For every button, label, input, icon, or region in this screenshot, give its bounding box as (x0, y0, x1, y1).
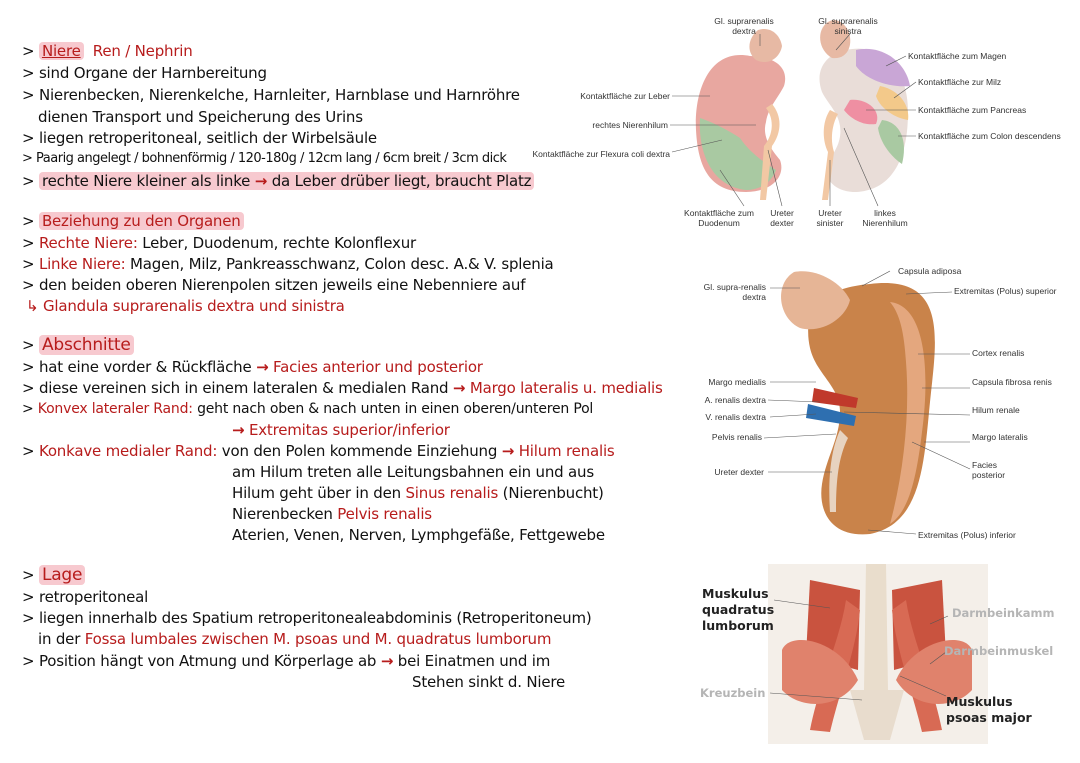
label-extremitas-superior: Extremitas (Polus) superior (954, 286, 1057, 296)
note-text: bei Einatmen und im (397, 652, 551, 670)
heading-niere-sub: Ren / Nephrin (92, 42, 193, 60)
label-kreuzbein: Kreuzbein (700, 686, 766, 700)
note-line: > liegen innerhalb des Spatium retroperitonealeabdominis (Retroperitoneum) (22, 609, 592, 627)
label-flexura: Kontaktfläche zur Flexura coli dextra (532, 149, 670, 159)
section-niere-heading: > Niere Ren / Nephrin (22, 42, 193, 60)
note-text: Nierenbecken, Nierenkelche, Harnleiter, Harnblase und Harnröhre (38, 86, 520, 104)
note-line (232, 526, 605, 544)
note-text: in der (38, 630, 81, 648)
label-a-renalis: A. renalis dextra (704, 395, 766, 405)
note-line (232, 505, 432, 523)
note-text: Fossa lumbales zwischen M. psoas und M. quadratus lumborum (84, 630, 552, 648)
label-ureter-sinister: Ureter sinister (816, 208, 844, 228)
note-text: Margo lateralis u. medialis (469, 379, 663, 397)
label-extremitas-inferior: Extremitas (Polus) inferior (918, 530, 1016, 540)
note-text: Facies anterior und posterior (273, 358, 483, 376)
note-line: > Linke Niere: Magen, Milz, Pankreasschwanz, Colon desc. A.& V. splenia (22, 255, 554, 273)
note-text: Magen, Milz, Pankreasschwanz, Colon desc. A.& V. splenia (130, 255, 554, 273)
note-text: Glandula suprarenalis dextra und sinistra (42, 297, 345, 315)
section-abschnitte-heading: > Abschnitte (22, 336, 134, 354)
note-text: da Leber drüber liegt, braucht Platz (271, 172, 532, 190)
label-leber: Kontaktfläche zur Leber (580, 91, 670, 101)
note-line: > sind Organe der Harnbereitung (22, 64, 267, 82)
label-darmbeinkamm: Darmbeinkamm (952, 606, 1055, 620)
note-line: → Extremitas superior/inferior (232, 421, 450, 439)
note-line: > den beiden oberen Nierenpolen sitzen jeweils eine Nebenniere auf (22, 276, 526, 294)
label-gl-dextra: Gl. suprarenalis dextra (714, 16, 774, 36)
label-colon: Kontaktfläche zum Colon descendens (918, 131, 1061, 141)
note-text: liegen retroperitoneal, seitlich der Wirbelsäule (38, 129, 377, 147)
heading-niere: Niere (39, 42, 84, 60)
section-lage-heading: > Lage (22, 566, 85, 584)
label-capsula-adiposa: Capsula adiposa (898, 266, 962, 276)
label-margo-lateralis: Margo lateralis (972, 432, 1028, 442)
note-text: von den Polen kommende Einziehung (221, 442, 498, 460)
note-text: liegen innerhalb des Spatium retroperitonealeabdominis (Retroperitoneum) (38, 609, 592, 627)
note-line-highlight: > rechte Niere kleiner als linke → da Leber drüber liegt, braucht Platz (22, 172, 534, 190)
label-ureter-dexter: Ureter dexter (770, 208, 794, 228)
note-text: (Nierenbucht) (502, 484, 604, 502)
note-line: > Rechte Niere: Leber, Duodenum, rechte Kolonflexur (22, 234, 416, 252)
note-line (412, 673, 565, 691)
note-text: Stehen sinkt d. Niere (412, 673, 566, 691)
note-text: dienen Transport und Speicherung des Urins (38, 108, 363, 126)
label-darmbeinmuskel: Darmbeinmuskel (944, 644, 1054, 658)
label-quadratus: Muskulus quadratus lumborum (702, 586, 775, 633)
note-line: > Konvex lateraler Rand: geht nach oben & nach unten in einen oberen/unteren Pol (22, 401, 594, 417)
note-line: > hat eine vorder & Rückfläche → Facies anterior und posterior (22, 358, 483, 376)
note-line: > Position hängt von Atmung und Körperlage ab → bei Einatmen und im (22, 652, 551, 670)
label-margo-medialis: Margo medialis (708, 377, 766, 387)
heading-lage: Lage (39, 565, 85, 585)
note-line: > liegen retroperitoneal, seitlich der Wirbelsäule (22, 129, 377, 147)
label-facies-posterior: Facies posterior (972, 460, 1006, 480)
note-text: Hilum renalis (518, 442, 615, 460)
label-milz: Kontaktfläche zur Milz (918, 77, 1002, 87)
note-text: diese vereinen sich in einem lateralen & medialen Rand (38, 379, 449, 397)
label-gl-sinistra: Gl. suprarenalis sinistra (818, 16, 878, 36)
note-label: Konvex lateraler Rand: (37, 401, 193, 417)
spine-shape (864, 564, 888, 690)
note-line: > Konkave medialer Rand: von den Polen kommende Einziehung → Hilum renalis (22, 442, 615, 460)
label-magen: Kontaktfläche zum Magen (908, 51, 1007, 61)
label-duodenum: Kontaktfläche zum Duodenum (684, 208, 754, 228)
label-pelvis: Pelvis renalis (711, 432, 762, 442)
note-text: den beiden oberen Nierenpolen sitzen jeweils eine Nebenniere auf (38, 276, 526, 294)
note-line: > diese vereinen sich in einem lateralen & medialen Rand → Margo lateralis u. medialis (22, 379, 663, 397)
note-text: Leber, Duodenum, rechte Kolonflexur (142, 234, 416, 252)
figure-contact-surfaces (532, 0, 1080, 240)
note-text: hat eine vorder & Rückfläche (38, 358, 252, 376)
note-line (232, 484, 604, 502)
label-hilum-rechts: rechtes Nierenhilum (592, 120, 668, 130)
note-text: Extremitas superior/inferior (248, 421, 450, 439)
note-text: Hilum geht über in den (232, 484, 401, 502)
note-label: Linke Niere: (38, 255, 126, 273)
note-text: rechte Niere kleiner als linke (41, 172, 251, 190)
note-line (232, 463, 594, 481)
label-v-renalis: V. renalis dextra (705, 412, 766, 422)
note-label: Rechte Niere: (38, 234, 138, 252)
label-psoas: Muskulus psoas major (946, 694, 1032, 725)
note-text: Sinus renalis (405, 484, 499, 502)
label-pancreas: Kontaktfläche zum Pancreas (918, 105, 1027, 115)
note-text: am Hilum treten alle Leitungsbahnen ein und aus (232, 463, 594, 481)
label-capsula-fibrosa: Capsula fibrosa renis (972, 377, 1052, 387)
note-text: retroperitoneal (38, 588, 149, 606)
note-text: Nierenbecken (232, 505, 333, 523)
heading-beziehung: Beziehung zu den Organen (39, 212, 244, 230)
note-line (38, 108, 363, 126)
note-line: > Nierenbecken, Nierenkelche, Harnleiter, Harnblase und Harnröhre (22, 86, 520, 104)
figure-kidney-anatomy (690, 262, 1080, 552)
note-line: > retroperitoneal (22, 588, 149, 606)
note-line (38, 630, 551, 648)
note-text: sind Organe der Harnbereitung (38, 64, 267, 82)
note-text: geht nach oben & nach unten in einen oberen/unteren Pol (197, 401, 594, 417)
note-label: Konkave medialer Rand: (38, 442, 218, 460)
note-text: Pelvis renalis (337, 505, 432, 523)
note-text: Aterien, Venen, Nerven, Lymphgefäße, Fettgewebe (232, 526, 605, 544)
label-cortex: Cortex renalis (972, 348, 1025, 358)
label-ureter-dexter-2: Ureter dexter (714, 467, 764, 477)
note-line: ↳ Glandula suprarenalis dextra und sinistra (26, 297, 345, 315)
note-line: > Paarig angelegt / bohnenförmig / 120-180g / 12cm lang / 6cm breit / 3cm dick (22, 151, 507, 166)
note-text: Position hängt von Atmung und Körperlage ab (38, 652, 377, 670)
label-hilum-links: linkes Nierenhilum (862, 208, 908, 228)
heading-abschnitte: Abschnitte (39, 335, 134, 355)
note-text: Paarig angelegt / bohnenförmig / 120-180g / 12cm lang / 6cm breit / 3cm dick (36, 151, 507, 166)
label-hilum-renale: Hilum renale (972, 405, 1020, 415)
section-beziehung-heading: > Beziehung zu den Organen (22, 212, 244, 230)
label-gl-supra: Gl. supra-renalis dextra (703, 282, 766, 302)
figure-muscles (690, 560, 1080, 750)
